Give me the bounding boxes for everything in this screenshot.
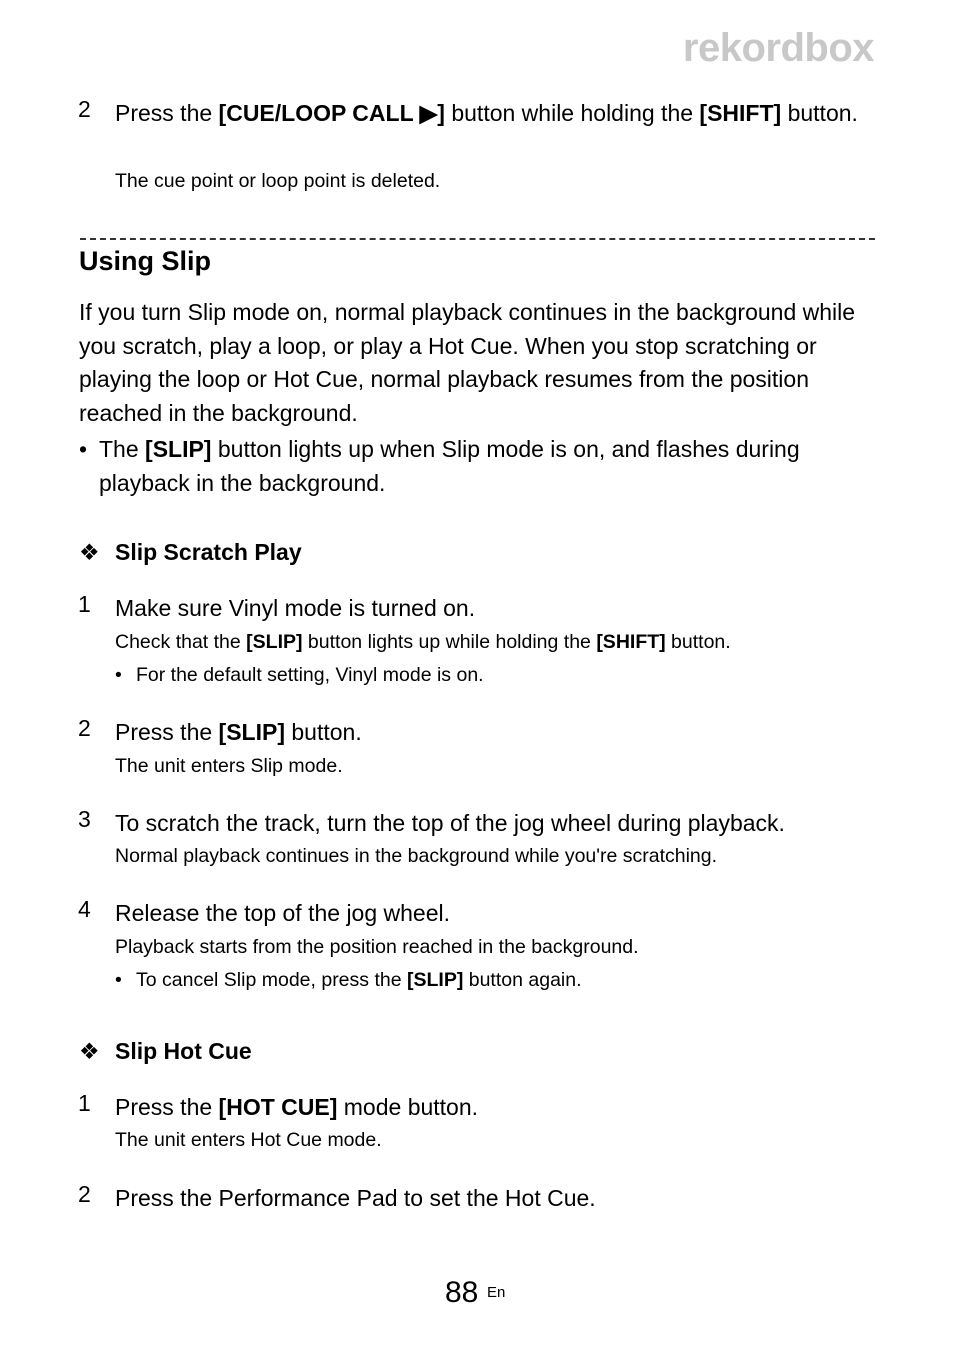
- step-note: The cue point or loop point is deleted.: [115, 170, 441, 192]
- step-text: Press the [HOT CUE] mode button.: [115, 1094, 479, 1120]
- step-note: The unit enters Hot Cue mode.: [115, 1129, 382, 1151]
- subsection-title-slip-hot-cue: ❖ Slip Hot Cue: [79, 1038, 252, 1064]
- shift-button-label: [SHIFT]: [699, 100, 782, 126]
- section-divider: [80, 238, 875, 240]
- step-number: 3: [78, 806, 91, 832]
- step-text-part: button.: [781, 100, 858, 126]
- note-bullet: • For the default setting, Vinyl mode is on.: [115, 661, 484, 689]
- cue-loop-call-button-label: [CUE/LOOP CALL ▶]: [218, 100, 445, 126]
- note-bullet: • To cancel Slip mode, press the [SLIP] button again.: [115, 966, 582, 994]
- language-label: En: [487, 1284, 506, 1301]
- step-text: [115, 96, 885, 130]
- step-number: 2: [78, 96, 91, 122]
- slip-button-label: [SLIP]: [246, 631, 303, 653]
- rekordbox-logo: rekordbox: [682, 26, 874, 70]
- bullet-dot: •: [115, 969, 122, 991]
- section-bullet: [79, 432, 879, 500]
- section-title: Using Slip: [79, 246, 212, 276]
- step-number: 2: [78, 715, 91, 741]
- bullet-dot: •: [79, 436, 88, 462]
- hot-cue-button-label: [HOT CUE]: [218, 1094, 338, 1120]
- page-number: 88: [445, 1276, 479, 1309]
- step-text: To scratch the track, turn the top of the jog wheel during playback.: [115, 810, 785, 836]
- step-text: Make sure Vinyl mode is turned on.: [115, 595, 476, 621]
- step-text: Press the [SLIP] button.: [115, 719, 362, 745]
- bullet-text: The [SLIP] button lights up when Slip mode is on, and flashes during playback in the background.: [99, 436, 800, 496]
- step-note: The unit enters Slip mode.: [115, 755, 343, 777]
- section-paragraph: If you turn Slip mode on, normal playback continues in the background while you scratch, play a loop, or play a Hot Cue. When you stop scratching or playing the loop or Hot Cue, normal playback resumes from the position reached in the background.: [79, 299, 856, 426]
- step-text-part: Press the: [115, 100, 219, 126]
- slip-button-label: [SLIP]: [145, 436, 212, 462]
- step-note: Check that the [SLIP] button lights up while holding the [SHIFT] button.: [115, 631, 731, 653]
- slip-button-label: [SLIP]: [218, 719, 285, 745]
- step-note: Normal playback continues in the background while you're scratching.: [115, 845, 718, 867]
- step-number: 1: [78, 591, 91, 617]
- shift-button-label: [SHIFT]: [596, 631, 666, 653]
- subsection-title-slip-scratch: ❖ Slip Scratch Play: [79, 539, 302, 565]
- step-note: Playback starts from the position reached in the background.: [115, 936, 639, 958]
- step-number: 4: [78, 896, 91, 922]
- step-text: Release the top of the jog wheel.: [115, 900, 451, 926]
- step-text: Press the Performance Pad to set the Hot Cue.: [115, 1185, 596, 1211]
- bullet-dot: •: [115, 664, 122, 686]
- diamond-icon: ❖: [79, 539, 100, 565]
- step-text-part: button while holding the: [444, 100, 700, 126]
- step-number: 2: [78, 1181, 91, 1207]
- step-number: 1: [78, 1090, 91, 1116]
- slip-button-label: [SLIP]: [406, 969, 464, 991]
- diamond-icon: ❖: [79, 1038, 100, 1064]
